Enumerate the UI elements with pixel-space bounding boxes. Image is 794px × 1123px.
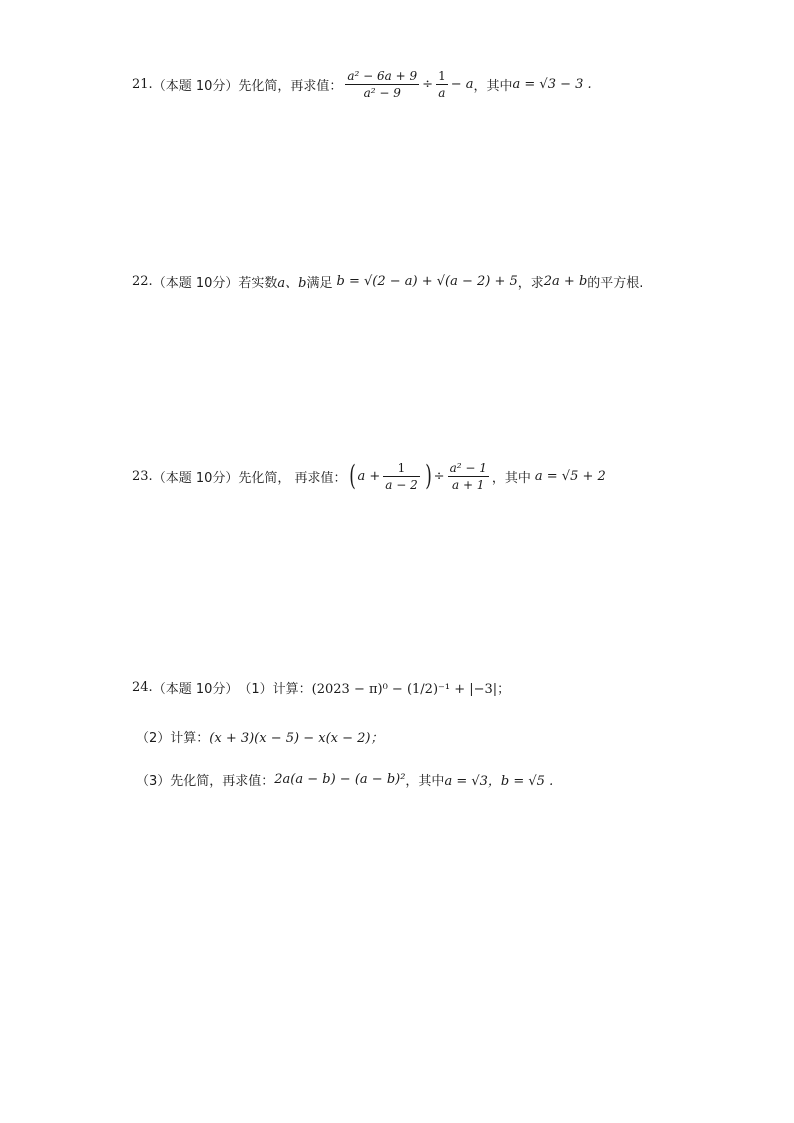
fraction-denominator: a² − 9 (363, 85, 401, 100)
condition: a = √3 − 3 . (512, 76, 592, 92)
question-24: 24 . （本题 10分） （1）计算： (2023 − π)⁰ − (1/2)⁻¹ + |−3|； (132, 679, 511, 697)
where-text: ，其中 (491, 470, 531, 486)
fraction (383, 460, 419, 493)
division-sign: ÷ (433, 468, 445, 484)
fraction-denominator: a + 1 (451, 477, 485, 492)
condition: a = √5 + 2 (534, 468, 606, 484)
expression: 2a + b (543, 273, 588, 289)
equation: b = √(2 − a) + √(a − 2) + 5 (336, 273, 518, 289)
variables: a、b (277, 275, 307, 291)
fraction-denominator: a (438, 85, 446, 100)
question-prompt: 若实数 (238, 275, 278, 291)
part-1-label: （1）计算： (238, 681, 312, 697)
question-score: （本题 10分） (152, 681, 239, 697)
question-score: （本题 10分） (152, 78, 239, 94)
question-number: 23 (132, 468, 149, 484)
question-22: 22 . （本题 10分） 若实数 a、b 满足 b = √(2 − a) + √(a − 2) + 5 ，求 2a + b 的平方根. (132, 273, 644, 291)
question-number: 24 (132, 679, 149, 695)
expression-tail: − a (450, 76, 474, 92)
ask-text: ，求 (517, 275, 544, 291)
fraction (448, 460, 489, 493)
fraction-denominator: a − 2 (385, 477, 418, 492)
fraction-numerator: 1 (438, 68, 446, 83)
question-number: 21 (132, 76, 149, 92)
part-3-expression: 2a(a − b) − (a − b)² (274, 771, 406, 787)
inner-term: a + (357, 468, 381, 484)
division-sign: ÷ (422, 76, 434, 92)
question-24-part-3 (136, 768, 553, 790)
fraction (436, 68, 448, 101)
question-number: 22 (132, 273, 149, 289)
question-score: （本题 10分） (152, 470, 239, 486)
part-3-condition: a = √3，b = √5 . (444, 773, 554, 789)
where-text: ，其中 (473, 78, 513, 94)
fraction-numerator: a² − 6a + 9 (347, 68, 418, 83)
question-prompt: 先化简， 再求值： (238, 470, 347, 486)
fraction-numerator: a² − 1 (449, 460, 487, 475)
question-24-part-2 (136, 725, 383, 747)
part-2-expression: (x + 3)(x − 5) − x(x − 2)； (209, 730, 384, 746)
part-2-label: （2）计算： (136, 730, 210, 746)
fraction (345, 68, 419, 101)
question-23: 23 . （本题 10分） 先化简， 再求值： ( a + $\frac{1}{a - 2}$ ) ÷ $\frac{\text{a² − 1}}{a + 1}$ ，其中 a = √5 + 2 (132, 459, 606, 492)
part-1-expression: (2023 − π)⁰ − (1/2)⁻¹ + |−3|； (311, 681, 511, 697)
question-21: 21 . （本题 10分） 先化简，再求值： $\frac{\text{a² − 6a + 9}}{\text{a² − 9}}$ ÷ $\frac{1}{a}$ − a ，其中 a = √3 − 3 . (132, 68, 592, 100)
fraction-numerator: 1 (397, 460, 406, 475)
question-score: （本题 10分） (152, 275, 239, 291)
question-prompt: 先化简，再求值： (238, 78, 343, 94)
satisfy-text: 满足 (306, 275, 333, 291)
where-text: ，其中 (405, 773, 445, 789)
part-3-label: （3）先化简，再求值： (136, 773, 275, 789)
ask-tail: 的平方根. (587, 275, 644, 291)
